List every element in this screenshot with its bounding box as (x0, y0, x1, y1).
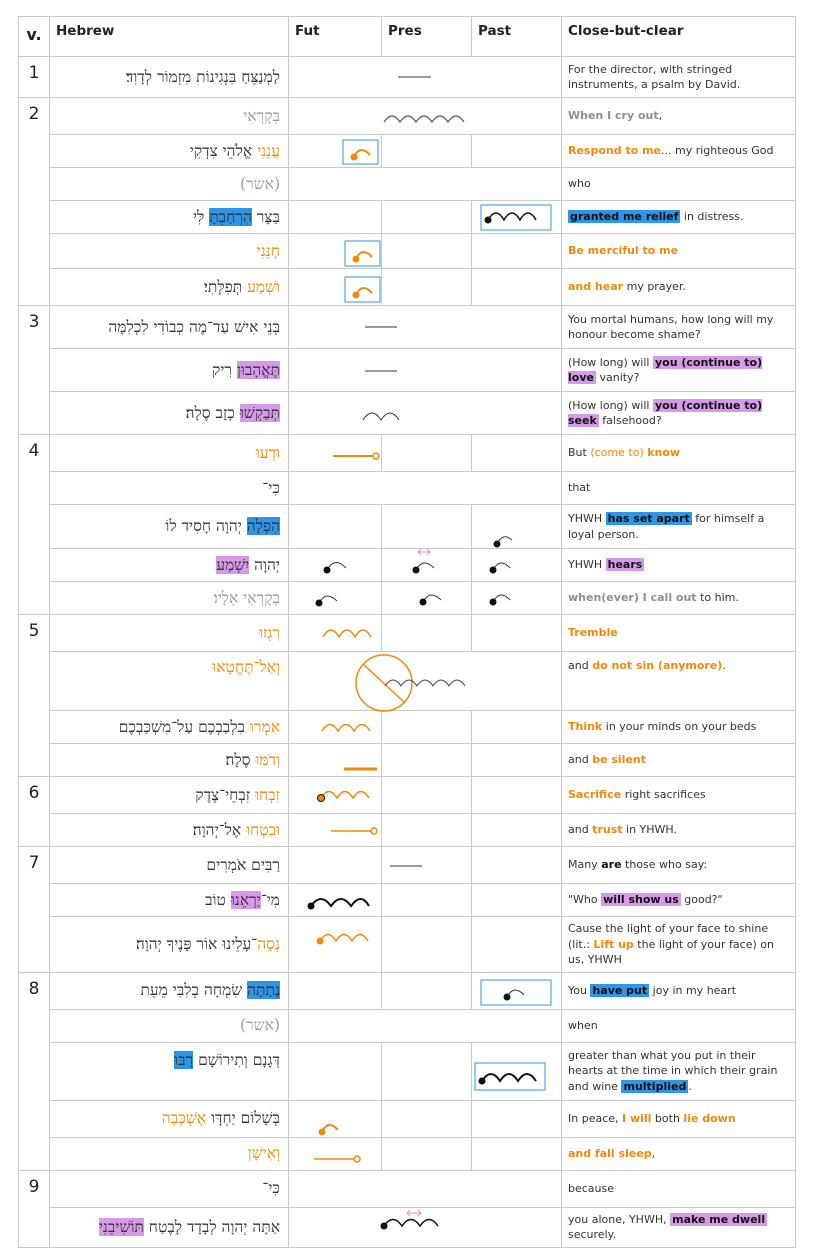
table-row (19, 917, 796, 973)
aspect-line-graphic (289, 349, 561, 391)
aspect-arc-graphic (382, 549, 471, 581)
pres-cell (382, 505, 472, 549)
fut-cell (289, 435, 382, 472)
translation-text: But (come to) know (562, 435, 796, 472)
fut-cell (289, 615, 382, 652)
hebrew-text: וּשְׁמַע תְּפִלָּתִי׃ (50, 269, 289, 306)
aspect-arc-graphic (472, 973, 561, 1009)
aspect-wave-graphic (289, 615, 381, 651)
fut-cell (289, 884, 382, 917)
translation-text: and fall sleep, (562, 1137, 796, 1170)
hebrew-text: תְּבַקְשׁוּ כָזָב סֶלָה׃ (50, 392, 289, 435)
table-row (19, 98, 796, 135)
past-cell (472, 1042, 562, 1100)
hebrew-text: רַבִּים אֹמְרִים (50, 847, 289, 884)
pres-cell (382, 615, 472, 652)
fut-cell (289, 505, 382, 549)
translation-text: "Who will show us good?" (562, 884, 796, 917)
translation-text: (How long) will you (continue to) seek falsehood? (562, 392, 796, 435)
past-cell (472, 847, 562, 884)
table-row (19, 847, 796, 884)
table-row (19, 1137, 796, 1170)
hebrew-text: רִגְזוּ (50, 615, 289, 652)
pres-cell (382, 234, 472, 269)
aspect-graphic (289, 349, 562, 392)
translation-text: Tremble (562, 615, 796, 652)
translation-text: Respond to me... my righteous God (562, 135, 796, 168)
aspect-wave-graphic (289, 1208, 561, 1247)
past-cell (472, 201, 562, 234)
table-row (19, 972, 796, 1009)
hebrew-text: דְּגָנָם וְתִירוֹשָׁם רָבּוּ (50, 1042, 289, 1100)
past-cell (472, 549, 562, 582)
past-cell (472, 972, 562, 1009)
pres-cell (382, 435, 472, 472)
aspect-wave-graphic (289, 917, 381, 972)
past-cell (472, 435, 562, 472)
hebrew-text: וְדֹמּוּ סֶלָה׃ (50, 744, 289, 777)
verse-number: 5 (19, 615, 50, 777)
hebrew-text: בְּשָׁלוֹם יַחְדָּו אֶשְׁכְּבָה (50, 1100, 289, 1137)
pres-cell (382, 711, 472, 744)
fut-cell (289, 744, 382, 777)
verse-number: 6 (19, 777, 50, 847)
hebrew-text: נָתַתָּה שִׂמְחָה בְלִבִּי מֵעֵת (50, 972, 289, 1009)
table-row (19, 435, 796, 472)
fut-column-header: Fut (289, 17, 382, 57)
hebrew-column-header: Hebrew (50, 17, 289, 57)
aspect-wave-graphic (289, 98, 561, 134)
hebrew-text: מִי־יַרְאֵנוּ טוֹב (50, 884, 289, 917)
pres-cell (382, 1137, 472, 1170)
hebrew-text: כִּי־ (50, 472, 289, 505)
fut-cell (289, 549, 382, 582)
hebrew-text: וְאַל־תֶּחֱטָאוּ (50, 652, 289, 711)
verse-number: 9 (19, 1170, 50, 1247)
aspect-graphic (289, 1207, 562, 1247)
table-row (19, 549, 796, 582)
translation-text: you alone, YHWH, make me dwell securely. (562, 1207, 796, 1247)
fut-cell (289, 1042, 382, 1100)
hebrew-text: בַּצָּר הִרְחַבְתָּ לִּי (50, 201, 289, 234)
aspect-negated-wave-graphic (289, 652, 561, 710)
past-cell (472, 1137, 562, 1170)
aspect-wave-graphic (472, 201, 561, 233)
hebrew-text: בְּקָרְאִי אֵלָיו׃ (50, 582, 289, 615)
hebrew-text: לַמְנַצֵּחַ בִּנְגִינוֹת מִזְמוֹר לְדָוִד׃ (50, 57, 289, 98)
psalm-table-container (18, 16, 796, 1248)
fut-cell (289, 1100, 382, 1137)
pres-cell (382, 814, 472, 847)
translation-text: and hear my prayer. (562, 269, 796, 306)
aspect-empty-cell (289, 1170, 562, 1207)
aspect-wave-graphic (289, 711, 381, 743)
translation-text: When I cry out, (562, 98, 796, 135)
hebrew-text: זִבְחוּ זִבְחֵי־צֶדֶק (50, 777, 289, 814)
past-cell (472, 505, 562, 549)
translation-text: when (562, 1009, 796, 1042)
aspect-wave-graphic (289, 392, 561, 434)
fut-cell (289, 234, 382, 269)
hebrew-text: עֲנֵנִי אֱלֹהֵי צִדְקִי (50, 135, 289, 168)
aspect-empty-cell (289, 168, 562, 201)
translation-text: In peace, I will both lie down (562, 1100, 796, 1137)
aspect-arc-graphic (289, 582, 381, 614)
pres-cell (382, 847, 472, 884)
past-cell (472, 814, 562, 847)
aspect-graphic (289, 306, 562, 349)
fut-cell (289, 711, 382, 744)
pres-cell (382, 884, 472, 917)
past-cell (472, 269, 562, 306)
aspect-wave-graphic (289, 884, 381, 916)
pres-cell (382, 135, 472, 168)
fut-cell (289, 917, 382, 973)
translation-text: You mortal humans, how long will my honour become shame? (562, 306, 796, 349)
aspect-empty-cell (289, 1009, 562, 1042)
past-cell (472, 582, 562, 615)
aspect-line-graphic (289, 57, 561, 97)
hebrew-text: יְהוָה יִשְׁמַע (50, 549, 289, 582)
translation-text: Cause the light of your face to shine (lit.: Lift up the light of your face) on us, YHWH (562, 917, 796, 973)
pres-cell (382, 549, 472, 582)
past-cell (472, 135, 562, 168)
table-row (19, 392, 796, 435)
aspect-empty-cell (289, 472, 562, 505)
hebrew-text: וְאִישָׁן (50, 1137, 289, 1170)
fut-cell (289, 972, 382, 1009)
hebrew-text: נְסָה־עָלֵינוּ אוֹר פָּנֶיךָ יְהוָה׃ (50, 917, 289, 973)
pres-cell (382, 269, 472, 306)
aspect-wave-graphic (472, 1043, 561, 1100)
pres-column-header: Pres (382, 17, 472, 57)
hebrew-text: אַתָּה יְהוָה לְבָדָד לָבֶטַח תּוֹשִׁיבֵנִי (50, 1207, 289, 1247)
aspect-arc-graphic (382, 582, 471, 614)
table-row (19, 1100, 796, 1137)
table-row (19, 168, 796, 201)
verse-number: 3 (19, 306, 50, 435)
aspect-graphic (289, 652, 562, 711)
aspect-wave-graphic (289, 777, 381, 813)
table-row (19, 652, 796, 711)
aspect-line-graphic (382, 847, 471, 883)
translation-text: granted me relief in distress. (562, 201, 796, 234)
table-row (19, 1009, 796, 1042)
table-row (19, 472, 796, 505)
translation-text: because (562, 1170, 796, 1207)
fut-cell (289, 1137, 382, 1170)
past-cell (472, 917, 562, 973)
aspect-line-dot-graphic (289, 1138, 381, 1170)
past-cell (472, 744, 562, 777)
translation-text: when(ever) I call out to him. (562, 582, 796, 615)
table-row (19, 777, 796, 814)
fut-cell (289, 777, 382, 814)
verse-number: 4 (19, 435, 50, 615)
translation-text: that (562, 472, 796, 505)
aspect-line-graphic (289, 744, 381, 776)
aspect-line-dot-graphic (289, 435, 381, 471)
table-row (19, 201, 796, 234)
table-row (19, 135, 796, 168)
aspect-arc-graphic (472, 582, 561, 614)
table-row (19, 306, 796, 349)
table-row (19, 582, 796, 615)
pres-cell (382, 201, 472, 234)
past-cell (472, 711, 562, 744)
hebrew-text: אִמְרוּ בִלְבַבְכֶם עַל־מִשְׁכַּבְכֶם (50, 711, 289, 744)
table-row (19, 234, 796, 269)
past-cell (472, 234, 562, 269)
aspect-graphic (289, 98, 562, 135)
aspect-arc-graphic (289, 234, 381, 268)
translation-text: and trust in YHWH. (562, 814, 796, 847)
table-row (19, 814, 796, 847)
past-cell (472, 1100, 562, 1137)
translation-text: Think in your minds on your beds (562, 711, 796, 744)
translation-column-header: Close-but-clear (562, 17, 796, 57)
past-column-header: Past (472, 17, 562, 57)
aspect-arc-graphic (289, 549, 381, 581)
verse-number: 8 (19, 972, 50, 1170)
pres-cell (382, 582, 472, 615)
hebrew-text: וּדְעוּ (50, 435, 289, 472)
table-row (19, 1207, 796, 1247)
verse-number: 1 (19, 57, 50, 98)
pres-cell (382, 972, 472, 1009)
header-row (19, 17, 796, 57)
past-cell (472, 884, 562, 917)
aspect-arc-graphic (472, 505, 561, 548)
fut-cell (289, 847, 382, 884)
verse-number: 2 (19, 98, 50, 306)
aspect-graphic (289, 57, 562, 98)
verse-number: 7 (19, 847, 50, 973)
fut-cell (289, 269, 382, 306)
past-cell (472, 615, 562, 652)
verse-column-header: v. (19, 17, 50, 57)
hebrew-text: הִפְלָה יְהוָה חָסִיד לוֹ (50, 505, 289, 549)
table-row (19, 1170, 796, 1207)
aspect-arc-graphic (289, 1101, 381, 1137)
translation-text: (How long) will you (continue to) love vanity? (562, 349, 796, 392)
translation-text: You have put joy in my heart (562, 972, 796, 1009)
table-row (19, 349, 796, 392)
translation-text: For the director, with stringed instruments, a psalm by David. (562, 57, 796, 98)
table-row (19, 615, 796, 652)
hebrew-text: בְּנֵי אִישׁ עַד־מֶה כְבוֹדִי לִכְלִמָּה (50, 306, 289, 349)
translation-text: greater than what you put in their hearts at the time in which their grain and wine multiplied . (562, 1042, 796, 1100)
table-row (19, 269, 796, 306)
hebrew-text: וּבִטְחוּ אֶל־יְהוָה׃ (50, 814, 289, 847)
pres-cell (382, 917, 472, 973)
table-row (19, 57, 796, 98)
hebrew-text: חָנֵּנִי (50, 234, 289, 269)
hebrew-text: כִּי־ (50, 1170, 289, 1207)
pres-cell (382, 1042, 472, 1100)
fut-cell (289, 135, 382, 168)
table-row (19, 711, 796, 744)
table-row (19, 505, 796, 549)
past-cell (472, 777, 562, 814)
fut-cell (289, 814, 382, 847)
psalm-4-analysis-table (18, 16, 796, 1248)
hebrew-text: תֶּאֱהָבוּן רִיק (50, 349, 289, 392)
table-row (19, 884, 796, 917)
translation-text: Sacrifice right sacrifices (562, 777, 796, 814)
table-row (19, 1042, 796, 1100)
aspect-line-dot-graphic (289, 814, 381, 846)
pres-cell (382, 1100, 472, 1137)
fut-cell (289, 582, 382, 615)
translation-text: Be merciful to me (562, 234, 796, 269)
translation-text: YHWH hears (562, 549, 796, 582)
fut-cell (289, 201, 382, 234)
translation-text: and do not sin (anymore). (562, 652, 796, 711)
translation-text: and be silent (562, 744, 796, 777)
aspect-arc-graphic (289, 135, 381, 167)
hebrew-text: (אשר) (50, 168, 289, 201)
translation-text: who (562, 168, 796, 201)
aspect-line-graphic (289, 306, 561, 348)
hebrew-text: (אשר) (50, 1009, 289, 1042)
hebrew-text: בְּקָרְאִי (50, 98, 289, 135)
pres-cell (382, 744, 472, 777)
pres-cell (382, 777, 472, 814)
translation-text: Many are those who say: (562, 847, 796, 884)
table-row (19, 744, 796, 777)
aspect-graphic (289, 392, 562, 435)
translation-text: YHWH has set apart for himself a loyal person. (562, 505, 796, 549)
aspect-arc-graphic (472, 549, 561, 581)
aspect-arc-graphic (289, 269, 381, 305)
